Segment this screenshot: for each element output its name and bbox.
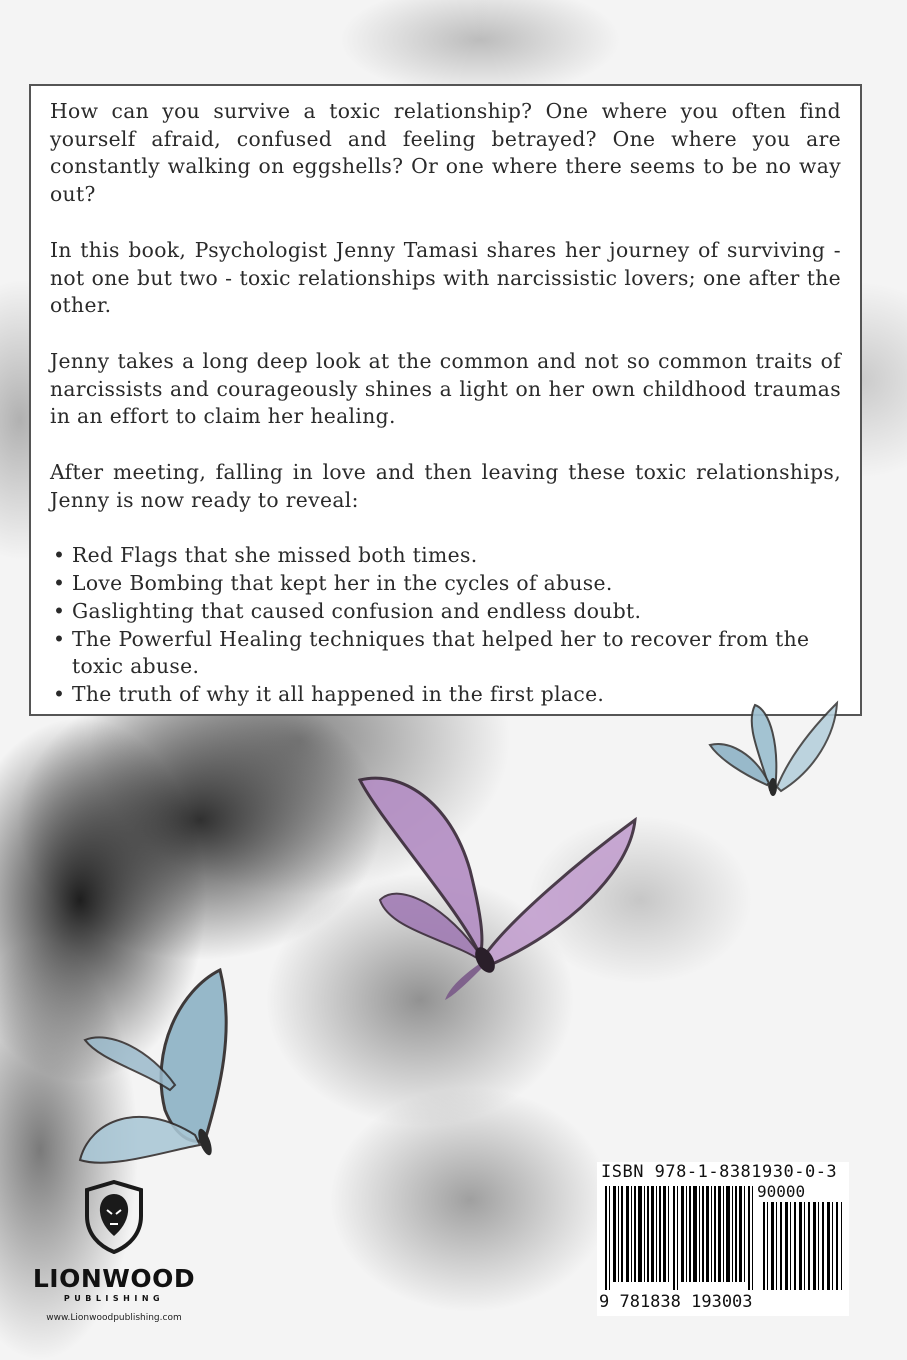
publisher-subtitle: PUBLISHING bbox=[63, 1294, 165, 1303]
bullet-icon: • bbox=[53, 543, 66, 568]
price-barcode-bars bbox=[763, 1202, 843, 1290]
barcode-bars bbox=[605, 1186, 755, 1290]
isbn-barcode bbox=[597, 1162, 849, 1316]
ean-digits: 9 781838 193003 bbox=[599, 1292, 753, 1312]
blurb-paragraph-1: How can you survive a toxic relationship? One where you often find yourself afraid, confused and feeling betrayed? One where you are constantly walking on eggshells? Or one where there seems to be no way out? bbox=[50, 99, 841, 207]
list-item-text: The truth of why it all happened in the first place. bbox=[72, 681, 605, 706]
blurb-paragraph-3: Jenny takes a long deep look at the common and not so common traits of narcissists and courageously shines a light on her own childhood traumas in an effort to claim her healing. bbox=[50, 348, 841, 429]
purple-butterfly-icon bbox=[340, 760, 640, 1010]
list-item-text: Red Flags that she missed both times. bbox=[72, 543, 478, 568]
bullet-icon: • bbox=[53, 598, 66, 623]
bullet-icon: • bbox=[53, 571, 66, 596]
blurb-box bbox=[29, 84, 862, 716]
list-item bbox=[50, 598, 841, 626]
price-code: 90000 bbox=[757, 1182, 806, 1201]
list-item bbox=[50, 626, 841, 681]
publisher-logo bbox=[14, 1180, 214, 1323]
publisher-name: LIONWOOD bbox=[32, 1264, 196, 1293]
blue-butterfly-icon bbox=[70, 960, 250, 1190]
blurb-paragraph-2: In this book, Psychologist Jenny Tamasi shares her journey of surviving - not one but two - toxic relationships with narcissistic lovers; one after the other. bbox=[50, 237, 841, 318]
publisher-url: www.Lionwoodpublishing.com bbox=[46, 1313, 182, 1323]
list-item-text: Love Bombing that kept her in the cycles of abuse. bbox=[72, 571, 613, 596]
list-item bbox=[50, 542, 841, 570]
reveal-list bbox=[50, 542, 841, 708]
lion-shield-icon bbox=[83, 1180, 145, 1254]
list-item bbox=[50, 570, 841, 598]
blue-butterfly-icon bbox=[705, 695, 845, 805]
isbn-label: ISBN 978-1-8381930-0-3 bbox=[601, 1162, 838, 1182]
list-item-text: The Powerful Healing techniques that helped her to recover from the toxic abuse. bbox=[72, 626, 810, 679]
bullet-icon: • bbox=[53, 681, 66, 706]
blurb-paragraph-4: After meeting, falling in love and then leaving these toxic relationships, Jenny is now ready to reveal: bbox=[50, 460, 841, 512]
bullet-icon: • bbox=[53, 626, 66, 651]
list-item-text: Gaslighting that caused confusion and endless doubt. bbox=[72, 598, 642, 623]
